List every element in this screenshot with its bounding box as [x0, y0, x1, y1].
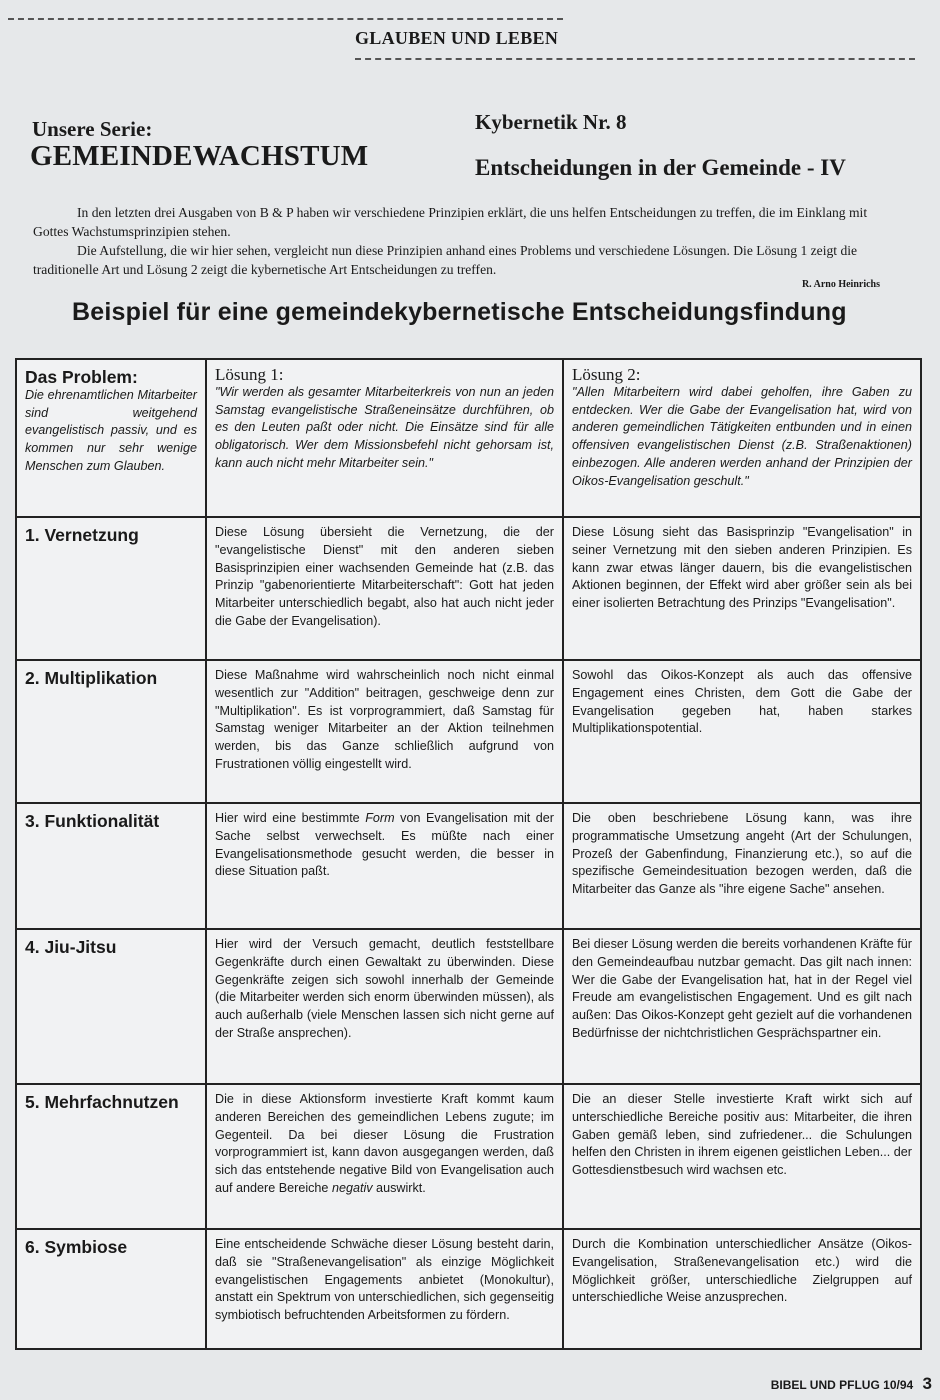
text-part: Hier wird eine bestimmte — [215, 811, 366, 825]
row-title: 5. Mehrfachnutzen — [25, 1092, 179, 1112]
page-number: 3 — [922, 1374, 932, 1393]
solution1-row-text: Diese Lösung übersieht die Vernetzung, die der "evangelistische Dienst" mit den anderen sieben Basisprinzipien einer wachsenden Gemeinde hat (z.B. das Prinzip "gabenorientierte Mitarbeiterschaft": Gott hat jeden Mitarbeiter unterschiedlich begabt, also hat auch nicht jeder die Gabe der Evangelisation). — [215, 525, 554, 628]
intro-paragraph-1: In den letzten drei Ausgaben von B & P haben wir verschiedene Prinzipien erklärt, die uns helfen Entscheidungen zu treffen, die im Einklang mit Gottes Wachstumsprinzipien stehen. — [33, 205, 868, 239]
solution1-title: Lösung 1: — [215, 365, 284, 384]
solution1-row-text: Diese Maßnahme wird wahrscheinlich noch nicht einmal wesentlich zur "Addition" beitragen, geschweige denn zur "Multiplikation". Es ist vorprogrammiert, daß Samstag für Samstag weniger Mitarbeiter an der Aktion teilnehmen werden, bis das Ganze schließlich aufgrund von Frustrationen völlig eingestellt wird. — [215, 668, 554, 771]
solution2-cell — [563, 1229, 921, 1349]
solution1-cell — [206, 803, 563, 929]
solution2-cell — [563, 803, 921, 929]
row-title-cell — [16, 929, 206, 1084]
solution1-cell — [206, 929, 563, 1084]
problem-title: Das Problem: — [25, 367, 138, 387]
solution1-row-text: Hier wird der Versuch gemacht, deutlich feststellbare Gegenkräfte durch einen Gewaltakt zu überwinden. Diese Gegenkräfte zeigen sich sowohl innerhalb der Gemeinde (die Mitarbeiter werden sich enorm überwinden müssen), als auch außerhalb (viele Menschen lassen sich nicht gerne auf der Straße ansprechen). — [215, 937, 554, 1040]
solution1-cell — [206, 517, 563, 660]
solution2-cell — [563, 929, 921, 1084]
row-title-cell — [16, 517, 206, 660]
problem-cell — [16, 359, 206, 517]
solution1-cell — [206, 1229, 563, 1349]
article-number: Kybernetik Nr. 8 — [475, 110, 627, 134]
table-row-vernetzung — [16, 517, 921, 660]
row-title-cell — [16, 1229, 206, 1349]
text-part: von Evangelisation mit der Sache selbst verwechselt. Es müßte nach einer Evangelisationsmethode gesucht werden, die besser in diese Situation paßt. — [215, 811, 554, 879]
solution1-cell — [206, 1084, 563, 1229]
table-row-mehrfachnutzen — [16, 1084, 921, 1229]
text-part: auswirkt. — [372, 1180, 426, 1195]
solution2-cell — [563, 1084, 921, 1229]
table-row-header — [16, 359, 921, 517]
article-title: Entscheidungen in der Gemeinde - IV — [475, 155, 846, 180]
solution2-row-text: Durch die Kombination unterschiedlicher Ansätze (Oikos-Evangelisation, Straßenevangelisation etc.) wird die Möglichkeit größer, unterschiedliche Zielgruppen auf unterschiedliche Weise anzusprechen. — [572, 1237, 912, 1305]
table-row-multiplikation — [16, 660, 921, 803]
row-title: 6. Symbiose — [25, 1237, 128, 1257]
series-title: GEMEINDEWACHSTUM — [30, 140, 369, 172]
series-label: Unsere Serie: — [32, 117, 153, 141]
solution2-cell — [563, 660, 921, 803]
text-part: Die in diese Aktionsform investierte Kraft kommt kaum anderen Bereichen des gemeindlichen Lebens zugute; im Gegenteil. Da bei dieser Lösung die Frustration vorprogrammiert ist, kann davon ausgegangen werden, daß sich das entstehende negative Bild von Evangelisation auch auf andere Bereiche — [215, 1092, 554, 1195]
solution1-row-text: Eine entscheidende Schwäche dieser Lösung besteht darin, daß sie "Straßenevangelisation" als einzige Möglichkeit evangelistischen Engagements anbietet (Monokultur), anstatt ein Spektrum von unterschiedlichen, sich gegenseitig symbiotisch befruchtenden Arbeitsformen zu fördern. — [215, 1237, 554, 1323]
solution1-row-text — [215, 810, 554, 881]
solution1-header-cell — [206, 359, 563, 517]
row-title: 2. Multiplikation — [25, 668, 158, 688]
solution1-row-text — [215, 1091, 554, 1198]
page-footer — [771, 1374, 932, 1394]
solution2-row-text: Bei dieser Lösung werden die bereits vorhandenen Kräfte für den Gemeindeaufbau nutzbar gemacht. Das gilt nach innen: Wer die Gabe der Evangelisation hat, hat in der Regel viel Freude am evangelistischen Engagement. Und es gilt nach außen: Das Oikos-Konzept geht gezielt auf die vorhandenen Bedürfnisse der nichtchristlichen Gesprächspartner ein. — [572, 937, 912, 1040]
table-row-symbiose — [16, 1229, 921, 1349]
solution2-row-text: Die an dieser Stelle investierte Kraft wirkt sich auf unterschiedliche Bereiche positiv aus: Mitarbeiter, die ihren Gaben gemäß leben, sind zufriedener... die Schulungen helfen den Christen in ihrem eigenen geistlichen Leben... der Gottesdienstbesuch wird wachsen etc. — [572, 1092, 912, 1178]
emphasis-text: Form — [365, 811, 395, 825]
comparison-table — [15, 358, 922, 1350]
row-title: 3. Funktionalität — [25, 811, 160, 831]
solution2-row-text: Die oben beschriebene Lösung kann, was ihre programmatische Umsetzung angeht (Art der Schulungen, Prozeß der Gabenfindung, Finanzierung etc.), so auf die spezifische Gemeindesituation bezogen werden, daß die Mitarbeiter das Ganze als "ihre eigene Sache" ansehen. — [572, 811, 912, 897]
author-name: R. Arno Heinrichs — [801, 279, 880, 290]
row-title-cell — [16, 660, 206, 803]
table-row-jiu-jitsu — [16, 929, 921, 1084]
intro-paragraph-2: Die Aufstellung, die wir hier sehen, vergleicht nun diese Prinzipien anhand eines Problems und verschiedene Lösungen. Die Lösung 1 zeigt die traditionelle Art und Lösung 2 zeigt die kybernetische Art Entscheidungen zu treffen. — [33, 243, 858, 277]
row-title: 1. Vernetzung — [25, 525, 139, 545]
row-title-cell — [16, 1084, 206, 1229]
row-title: 4. Jiu-Jitsu — [25, 937, 117, 957]
table-heading: Beispiel für eine gemeindekybernetische Entscheidungsfindung — [72, 298, 847, 326]
row-title-cell — [16, 803, 206, 929]
problem-text: Die ehrenamtlichen Mitarbeiter sind weitgehend evangelistisch passiv, und es kommen nur sehr wenige Menschen zum Glauben. — [25, 387, 197, 473]
table-row-funktionalitaet — [16, 803, 921, 929]
issue-number: 10/94 — [883, 1378, 914, 1392]
solution2-header-cell — [563, 359, 921, 517]
solution1-cell — [206, 660, 563, 803]
header-divider-bottom — [355, 58, 915, 60]
solution2-row-text: Diese Lösung sieht das Basisprinzip "Evangelisation" in seiner Vernetzung mit den sieben anderen Prinzipien. Es kann zwar etwas länger dauern, bis die evangelistischen Aktionen beginnen, der Effekt wird aber größer sein als bei einer isolierten Betrachtung des Prinzips "Evangelisation". — [572, 525, 912, 611]
solution2-cell — [563, 517, 921, 660]
solution2-row-text: Sowohl das Oikos-Konzept als auch das offensive Engagement eines Christen, dem Gott die Gabe der Evangelisation gegeben hat, haben starkes Multiplikationspotential. — [572, 668, 912, 736]
article-intro — [33, 203, 893, 279]
solution2-text: "Allen Mitarbeitern wird dabei geholfen, ihre Gaben zu entdecken. Wer die Gabe der Evangelisation hat, wird von anderen gemeindlichen Tätigkeiten entbunden und in einen offensiven evangelistischen Dienst (z.B. Straßenaktionen) einbezogen. Alle anderen werden anhand der Prinzipien der Oikos-Evangelisation geschult." — [572, 384, 912, 488]
solution1-text: "Wir werden als gesamter Mitarbeiterkreis von nun an jeden Samstag evangelistische Straßeneinsätze durchführen, ob es den Leuten paßt oder nicht. Die Einsätze sind für alle obligatorisch. Wer dem Missionsbefehl nicht gehorsam ist, kann auch nicht mehr Mitarbeiter sein." — [215, 384, 554, 470]
magazine-name: BIBEL UND PFLUG — [770, 1378, 880, 1392]
solution2-title: Lösung 2: — [572, 365, 641, 384]
section-label: GLAUBEN UND LEBEN — [355, 28, 559, 48]
header-divider-top — [8, 18, 563, 20]
emphasis-text: negativ — [331, 1180, 373, 1195]
